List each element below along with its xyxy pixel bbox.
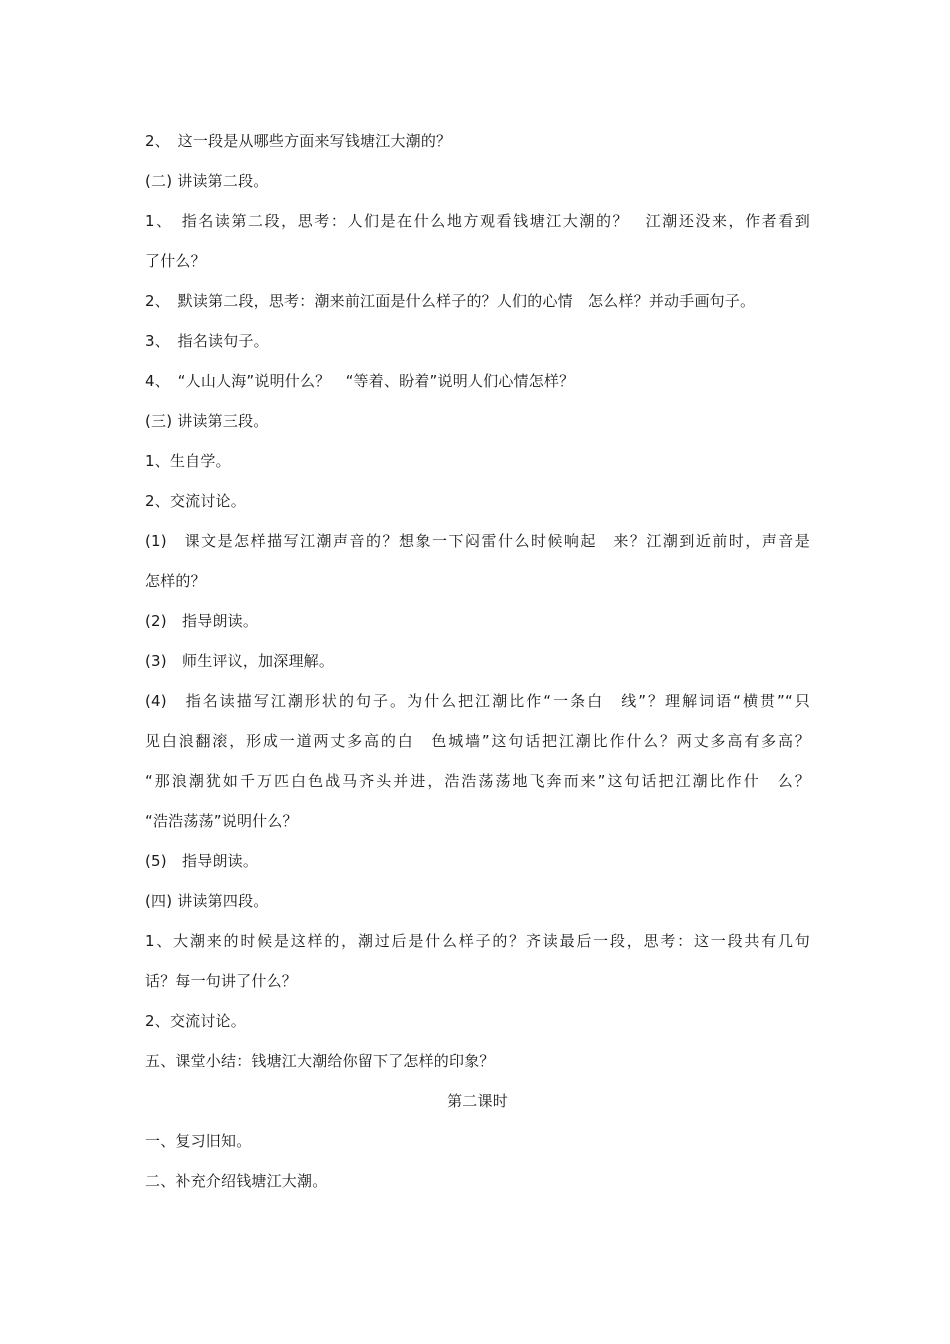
step-3-line: 3、 指名读句子。 — [145, 332, 269, 350]
question-2-line: 2、 这一段是从哪些方面来写钱塘江大潮的？ — [145, 132, 452, 150]
review-line: 一、复习旧知。 — [145, 1132, 252, 1150]
step-1-line-a: 1、 指名读第二段，思考：人们是在什么地方观看钱塘江大潮的？ 江潮还没来，作者看到 — [145, 212, 810, 230]
summary-line: 五、课堂小结：钱塘江大潮给你留下了怎样的印象？ — [145, 1052, 495, 1070]
section-2-heading: (二) 讲读第二段。 — [145, 172, 269, 190]
section-4-step-1-line-b: 话？每一句讲了什么？ — [145, 972, 298, 990]
self-study-line: 1、生自学。 — [145, 452, 231, 470]
item-2-line: (2) 指导朗读。 — [145, 612, 259, 630]
discussion-line: 2、交流讨论。 — [145, 492, 246, 510]
step-2-line: 2、 默读第二段，思考：潮来前江面是什么样子的？人们的心情 怎么样？并动手画句子。 — [145, 292, 756, 310]
section-3-heading: (三) 讲读第三段。 — [145, 412, 269, 430]
item-4-line-d: “浩浩荡荡”说明什么？ — [145, 812, 298, 830]
item-4-line-a: (4) 指名读描写江潮形状的句子。为什么把江潮比作“一条白 线”？理解词语“横贯”“只 — [145, 692, 810, 710]
section-4-heading: (四) 讲读第四段。 — [145, 892, 269, 910]
item-4-line-b: 见白浪翻滚，形成一道两丈多高的白 色城墙”这句话把江潮比作什么？两丈多高有多高？ — [145, 732, 810, 750]
item-5-line: (5) 指导朗读。 — [145, 852, 259, 870]
item-1-line-a: (1) 课文是怎样描写江潮声音的？想象一下闷雷什么时候响起 来？江潮到近前时，声音是 — [145, 532, 810, 550]
section-4-step-2-line: 2、交流讨论。 — [145, 1012, 246, 1030]
item-4-line-c: “那浪潮犹如千万匹白色战马齐头并进，浩浩荡荡地飞奔而来”这句话把江潮比作什 么？ — [145, 772, 810, 790]
item-3-line: (3) 师生评议，加深理解。 — [145, 652, 335, 670]
section-4-step-1-line-a: 1、大潮来的时候是这样的，潮过后是什么样子的？齐读最后一段，思考：这一段共有几句 — [145, 932, 810, 950]
second-lesson-title: 第二课时 — [447, 1092, 508, 1110]
step-1-line-b: 了什么？ — [145, 252, 206, 270]
supplement-line: 二、补充介绍钱塘江大潮。 — [145, 1172, 328, 1190]
item-1-line-b: 怎样的？ — [145, 572, 206, 590]
step-4-line: 4、 “人山人海”说明什么？ “等着、盼着”说明人们心情怎样？ — [145, 372, 575, 390]
